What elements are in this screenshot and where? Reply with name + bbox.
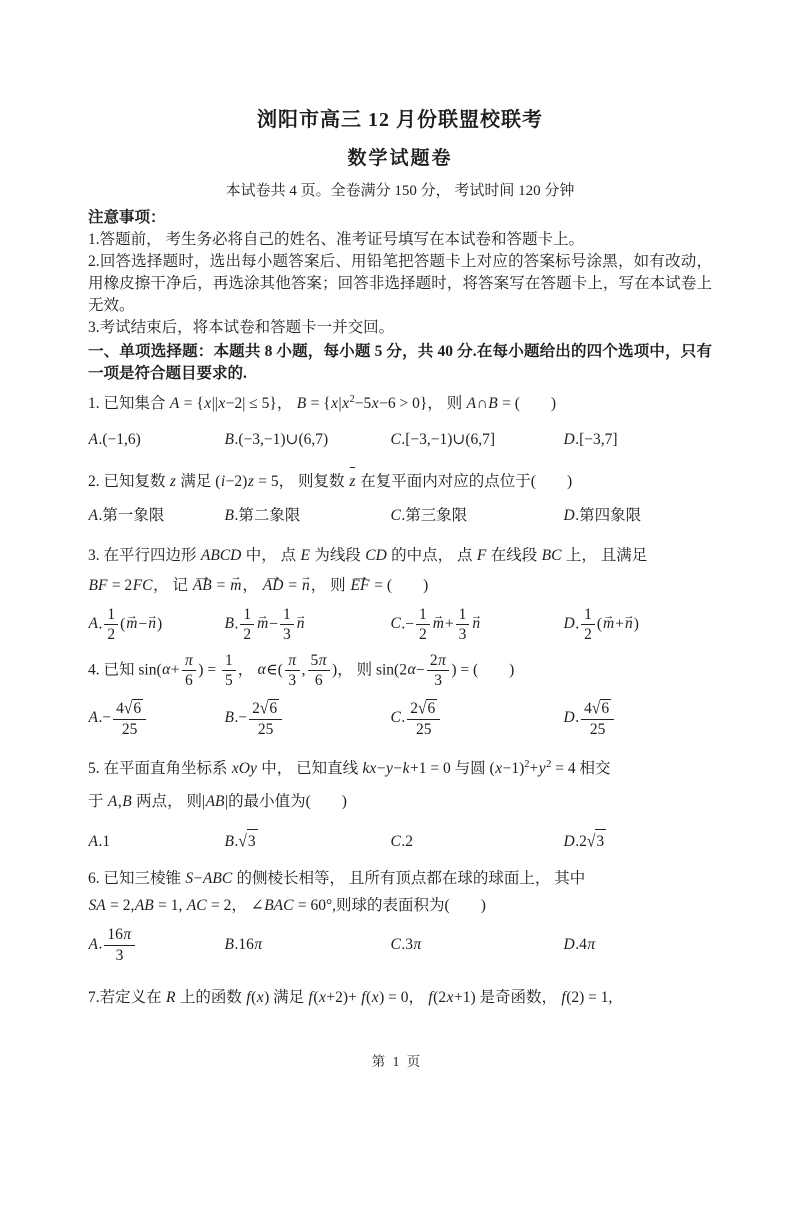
- question-4-stem: 4. 已知 sin(α+ $\frac{\pi}{6}$ ) = $\frac{1}{5}$ ， α∈( $\frac{\pi}{3}$ , $\frac{5\pi}{6}$ )， 则 sin(2α− $\frac{2\pi}{3}$ ) = ( ): [88, 651, 515, 690]
- doc-subtitle: 数学试题卷: [347, 148, 453, 169]
- notice-heading: 注意事项：: [88, 209, 166, 226]
- exam-info-line: 本试卷共 4 页。全卷满分 150 分， 考试时间 120 分钟: [225, 183, 575, 199]
- option-d: D.第四象限: [563, 507, 642, 524]
- option-c: C.3π: [390, 936, 422, 954]
- question-2-stem: 2. 已知复数 z 满足 (i−2)z = 5， 则复数 z 在复平面内对应的点位于( ): [88, 467, 712, 497]
- option-a: A.第一象限: [88, 507, 165, 524]
- option-c: C.2: [390, 832, 413, 850]
- option-a: A.(−1,6): [88, 431, 141, 448]
- option-b: B.− $\frac{2√6}{25}$: [224, 698, 390, 739]
- option-d: D.[−3,7]: [563, 431, 618, 448]
- question-7-stem: 7.若定义在 R 上的函数 f(x) 满足 f(x+2)+ f(x) = 0， f(2x+1) 是奇函数， f(2) = 1,: [88, 988, 613, 1006]
- question-1-stem: 1. 已知集合 A = {x||x−2| ≤ 5}， $B = \{x|x^2-5x-6 > 0\}$， 则 A∩B = ( ): [88, 393, 557, 412]
- section-heading: 一、单项选择题：本题共 8 小题，每小题 5 分，共 40 分.在每小题给出的四个选项中，只有一项是符合题目要求的.: [88, 343, 712, 382]
- notice-item-3: 3.考试结束后，将本试卷和答题卡一并交回。: [88, 319, 395, 336]
- option-c: C. $\frac{2√6}{25}$: [390, 698, 563, 739]
- option-b: B.第二象限: [224, 507, 301, 524]
- option-a: A. $\frac{16\pi}{3}$: [88, 925, 224, 965]
- notice-item-2: 2.回答选择题时，选出每小题答案后、用铅笔把答题卡上对应的答案标号涂黑，如有改动，用橡皮擦干净后，再选涂其他答案；回答非选择题时，将答案写在答题卡上，写在本试卷上无效。: [88, 253, 712, 314]
- question-6-options: [88, 925, 712, 965]
- option-c: C.[−3,−1)∪(6,7]: [390, 431, 496, 448]
- question-1: [88, 389, 712, 452]
- question-7: [88, 984, 712, 1011]
- page-content: [88, 106, 712, 1011]
- option-c: C.− $\frac{1}{2}$ m →+ $\frac{1}{3}$ n →: [390, 605, 563, 645]
- question-4-options: [88, 698, 712, 739]
- option-d: D. $\frac{1}{2}$ (m →+n →): [563, 605, 712, 645]
- option-a: A.1: [88, 832, 111, 850]
- question-5-options: [88, 829, 712, 854]
- question-5: [88, 752, 712, 854]
- option-d: D. $\frac{4√6}{25}$: [563, 698, 712, 739]
- question-6-stem: 6. 已知三棱锥 S−ABC 的侧棱长相等， 且所有顶点都在球的球面上， 其中 SA = 2,AB = 1, AC = 2， ∠BAC = 60°,则球的表面积为( ): [88, 870, 586, 915]
- question-3-stem: 3. 在平行四边形 ABCD 中， 点 E 为线段 CD 的中点， 点 F 在线段 BC 上， 且满足 BF = 2FC， 记 AB → = m →， AD → = n →， 则 EF → = ( ): [88, 541, 712, 601]
- page-number-footer: 第 1 页: [371, 1054, 423, 1069]
- option-d: D.4π: [563, 936, 596, 954]
- option-b: B.16π: [224, 936, 263, 954]
- question-5-stem: 5. 在平面直角坐标系 xOy 中， 已知直线 kx−y−k+1 = 0 与圆 $(x-1)^2+y^2 = 4$ 相交 于 A,B 两点， 则|AB|的最小值为( ): [88, 759, 611, 811]
- option-d: D.2√3: [563, 829, 712, 854]
- question-1-options: [88, 428, 712, 452]
- doc-title: 浏阳市高三 12 月份联盟校联考: [257, 109, 543, 131]
- option-c: C.第三象限: [390, 507, 468, 524]
- option-a: A.− $\frac{4√6}{25}$: [88, 698, 224, 739]
- question-3-options: [88, 605, 712, 645]
- notice-item-1: 1.答题前， 考生务必将自己的姓名、准考证号填写在本试卷和答题卡上。: [88, 231, 585, 248]
- option-a: A. $\frac{1}{2}$ (m →−n →): [88, 605, 224, 645]
- question-2-options: [88, 504, 712, 528]
- question-6: [88, 865, 712, 965]
- question-3: [88, 541, 712, 645]
- option-b: B. $\frac{1}{2}$ m →− $\frac{1}{3}$ n →: [224, 605, 390, 645]
- question-2: [88, 467, 712, 528]
- option-b: B.(−3,−1)∪(6,7): [224, 431, 329, 448]
- option-b: B.√3: [224, 829, 390, 854]
- question-4: [88, 651, 712, 739]
